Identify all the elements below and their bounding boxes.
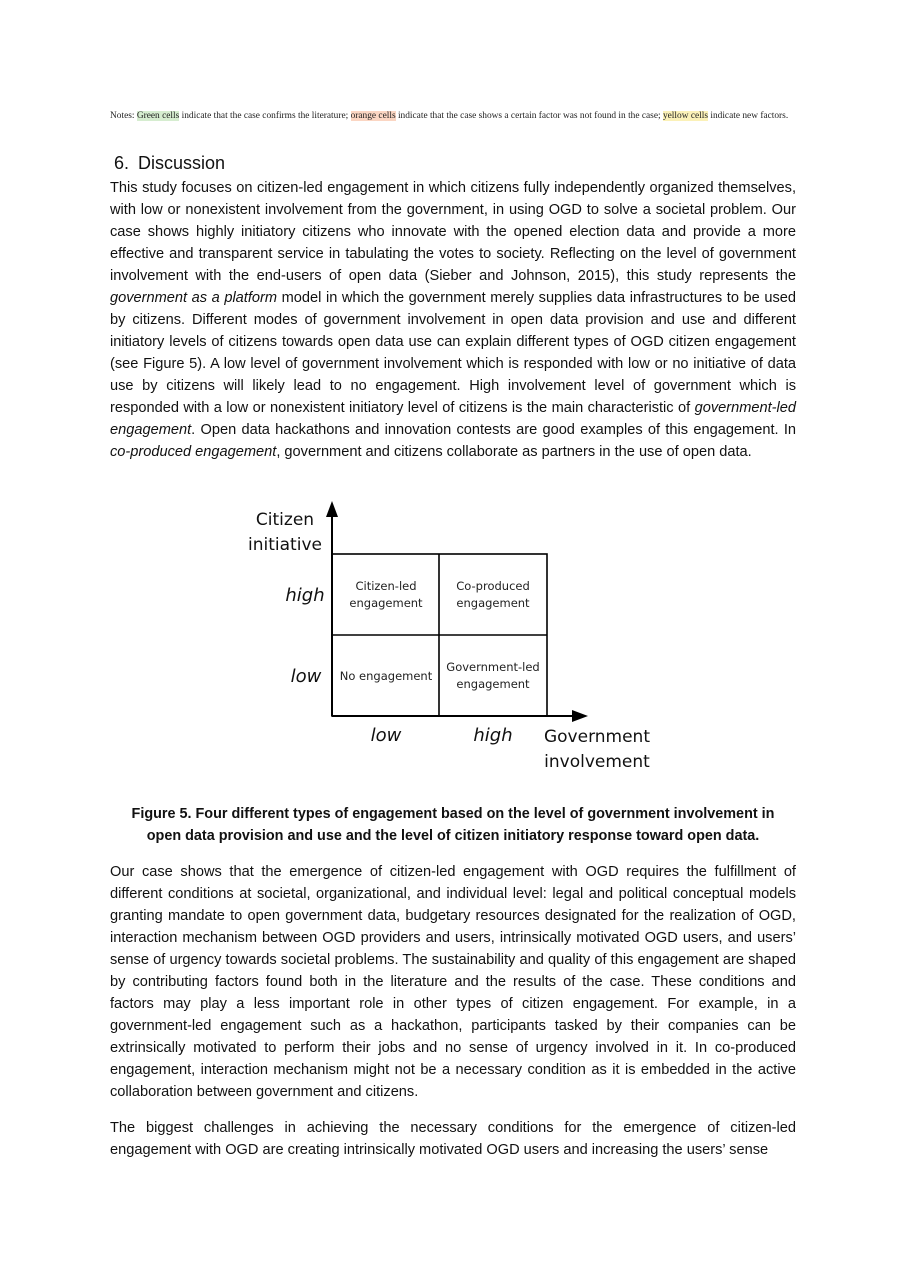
figure-caption — [110, 803, 796, 847]
cell-citizen-led-line1: Citizen-led — [355, 579, 417, 593]
p1-text-2: model in which the government merely supplies data infrastructures to be used by citizens. Different modes of government involvement in open data provision and use and different initiatory levels of citizens towards open data use can explain different types of OGD citizen engagement (see Figure 5). A low level of government involvement which is responded with low or no initiative of data use by citizens will likely lead to no engagement. High involvement level of government which is responded with a low or nonexistent initiatory level of citizens is the main characteristic of — [110, 290, 796, 416]
table-notes — [110, 110, 800, 122]
p1-text-4: , government and citizens collaborate as partners in the use of open data. — [276, 444, 752, 460]
discussion-paragraph-2: Our case shows that the emergence of citizen-led engagement with OGD requires the fulfillment of different conditions at societal, organizational, and individual level: legal and political conceptual models granting mandate to open government data, budgetary resources designated for the realization of OGD, interaction mechanism between OGD providers and users, intrinsically motivated OGD users, and users’ sense of urgency towards societal problems. The sustainability and quality of this engagement are shaped by contributing factors found both in the literature and the results of the case. These conditions and factors may play a less important role in other types of citizen engagement. For example, in a government-led engagement such as a hackathon, participants tasked by their companies can be extrinsically motivated to perform their jobs and no sense of urgency involved in it. In co-produced engagement, interaction mechanism might not be a necessary condition as it is embedded in the active collaboration between government and citizens. — [110, 864, 796, 1100]
p1-text-1: This study focuses on citizen-led engagement in which citizens fully independently organized themselves, with low or nonexistent involvement from the government, in using OGD to solve a societal problem. Our case shows highly initiatory citizens who innovate with the opened election data and provide a more effective and transparent service in tabulating the votes to society. Reflecting on the level of government involvement with the end-users of open data (Sieber and Johnson, 2015), this study represents the — [110, 180, 796, 284]
y-level-high: high — [285, 585, 325, 606]
discussion-paragraph-1 — [110, 177, 796, 463]
discussion-paragraph-3: The biggest challenges in achieving the necessary conditions for the emergence of citizen-led engagement with OGD are creating intrinsically motivated OGD users and increasing the users’ sense — [110, 1120, 796, 1158]
cell-co-produced-line1: Co-produced — [456, 579, 530, 593]
x-axis-arrowhead — [572, 710, 588, 722]
x-axis-title-line2: involvement — [544, 752, 650, 772]
x-level-low: low — [370, 725, 402, 746]
caption-line-1: Figure 5. Four different types of engagement based on the level of government involvement in — [131, 806, 775, 822]
caption-line-2: open data provision and use and the level of citizen initiatory response toward open data. — [146, 828, 760, 844]
yellow-cells-label: yellow cells — [662, 111, 708, 121]
cell-citizen-led-line2: engagement — [349, 596, 423, 610]
notes-orange-text: indicate that the case shows a certain factor was not found in the case; — [395, 111, 663, 121]
notes-green-text: indicate that the case confirms the literature; — [179, 111, 351, 121]
engagement-matrix-diagram — [236, 495, 676, 780]
y-axis-title-line2: initiative — [248, 535, 322, 555]
orange-cells-label: orange cells — [350, 111, 396, 121]
notes-prefix: Notes: — [110, 111, 137, 121]
section-heading-discussion: 6. Discussion — [114, 153, 226, 173]
cell-no-engagement: No engagement — [339, 669, 433, 683]
p1-text-3: . Open data hackathons and innovation contests are good examples of this engagement. In — [191, 422, 796, 438]
x-level-high: high — [473, 725, 513, 746]
p1-italic-government-led: government-led engagement — [110, 400, 796, 438]
cell-government-led-line1: Government-led — [446, 660, 540, 674]
p1-italic-co-produced: co-produced engagement — [110, 444, 277, 460]
p1-italic-government-platform: government as a platform — [110, 290, 278, 306]
cell-government-led-line2: engagement — [456, 677, 530, 691]
cell-co-produced-line2: engagement — [456, 596, 530, 610]
green-cells-label: Green cells — [136, 111, 180, 121]
y-axis-arrowhead — [326, 501, 338, 517]
engagement-matrix-figure — [236, 495, 676, 780]
notes-yellow-text: indicate new factors. — [708, 111, 789, 121]
x-axis-title-line1: Government — [543, 727, 651, 747]
y-level-low: low — [290, 666, 322, 687]
y-axis-title-line1: Citizen — [255, 510, 315, 530]
